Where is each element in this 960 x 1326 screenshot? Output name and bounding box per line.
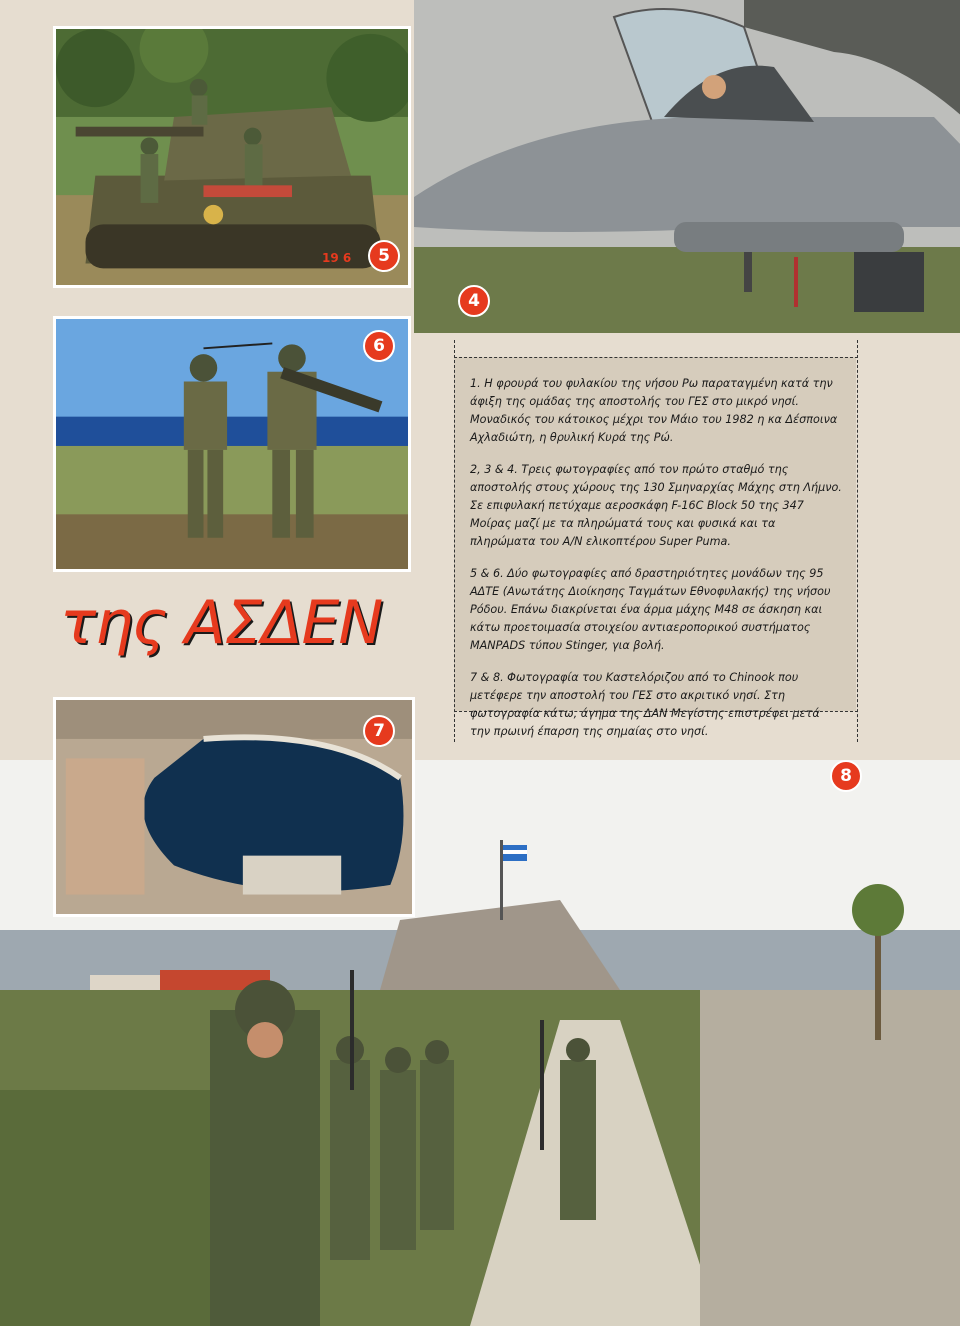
tank-photo: [53, 26, 411, 288]
caption-1: 1. Η φρουρά του φυλακίου της νήσου Ρω παραταγμένη κατά την άφιξη της ομάδας της αποστολής του ΓΕΣ στο μικρό νησί. Μοναδικός του κάτοικος μέχρι τον Μάιο του 1982 η κα Δέσποινα Αχλαδιώτη, η θρυλική Κυρά της Ρώ.: [470, 377, 838, 444]
stinger-soldiers-photo: [53, 316, 411, 572]
photo-badge-8: 8: [830, 760, 862, 792]
caption-box-left-border: [454, 340, 455, 742]
photo-badge-4: 4: [458, 285, 490, 317]
caption-7-8: 7 & 8. Φωτογραφία του Καστελόριζου από το Chinook που μετέφερε την αποστολή του ΓΕΣ στο ακριτικό νησί. Στη φωτογραφία κάτω, άγημα της ΔΑΝ Μεγίστης επιστρέφει μετά την πρωινή έπαρση της σημαίας στο νησί.: [470, 671, 820, 738]
harbour-aerial-photo: [53, 697, 415, 917]
photo-badge-7: 7: [363, 715, 395, 747]
caption-box-right-border: [857, 340, 858, 742]
caption-2-3-4: 2, 3 & 4. Τρεις φωτογραφίες από τον πρώτο σταθμό της αποστολής στους χώρους της 130 Σμηναρχίας Μάχης στη Λήμνο. Σε επιφυλακή πετύχαμε αεροσκάφη F-16C Block 50 της 347 Μοίρας μαζί με τα πληρώματά τους και φυσικά και τα πληρώματα του Α/Ν ελικοπτέρου Super Puma.: [470, 463, 842, 548]
caption-5-6: 5 & 6. Δύο φωτογραφίες από δραστηριότητες μονάδων της 95 ΑΔΤΕ (Ανωτάτης Διοίκησης Ταγμάτων Εθνοφυλακής) της νήσου Ρόδου. Επάνω διακρίνεται ένα άρμα μάχης Μ48 σε άσκηση και κάτω προετοιμασία στοιχείου αντιαεροπορικού συστήματος MANPADS τύπου Stinger, για βολή.: [470, 567, 831, 652]
section-title: της ΑΣΔΕΝ: [60, 588, 383, 658]
tank-plate: 19 6: [322, 251, 352, 265]
jet-photo: [414, 0, 960, 333]
photo-badge-6: 6: [363, 330, 395, 362]
photo-badge-5: 5: [368, 240, 400, 272]
captions: [470, 375, 842, 755]
caption-box-top-border: [454, 357, 858, 358]
